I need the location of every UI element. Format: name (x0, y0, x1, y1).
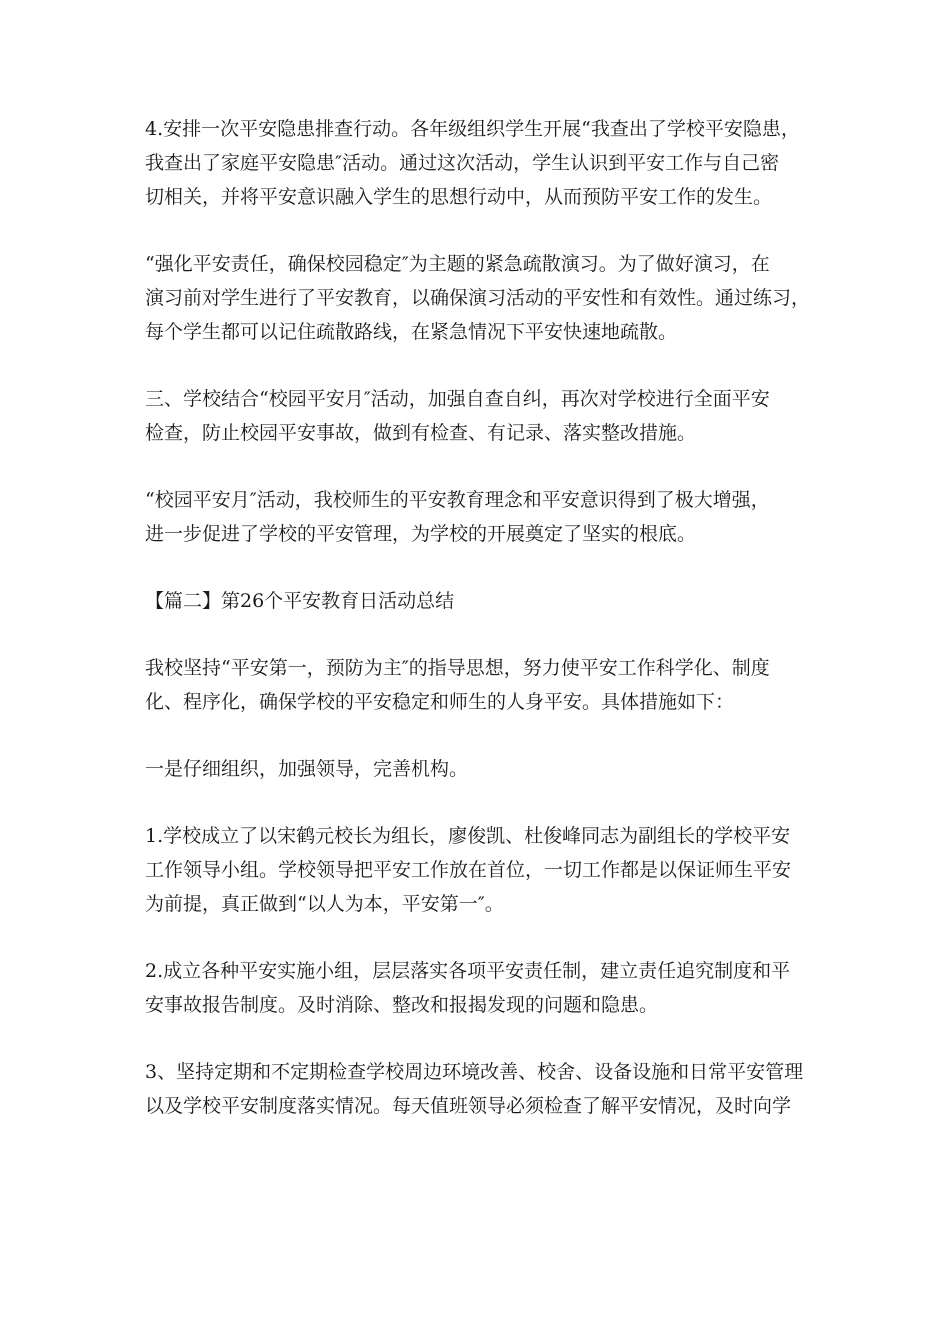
text-line: 进一步促进了学校的平安管理，为学校的开展奠定了坚实的根底。 (145, 523, 697, 545)
text-line: 每个学生都可以记住疏散路线，在紧急情况下平安快速地疏散。 (145, 321, 678, 343)
text-line: 为前提，真正做到“以人为本，平安第一″。 (145, 893, 504, 915)
paragraph-organization (145, 752, 815, 786)
section-title: 【篇二】第26个平安教育日活动总结 (145, 590, 455, 612)
paragraph-responsibility-system (145, 954, 815, 1022)
text-line: 以及学校平安制度落实情况。每天值班领导必须检查了解平安情况，及时向学 (145, 1095, 792, 1117)
text-line: 工作领导小组。学校领导把平安工作放在首位，一切工作都是以保证师生平安 (145, 859, 792, 881)
text-line: 4.安排一次平安隐患排查行动。各年级组织学生开展“我查出了学校平安隐患， (145, 118, 800, 140)
paragraph-leadership-group (145, 819, 815, 921)
paragraph-guiding-principle (145, 651, 815, 719)
text-line: 化、程序化，确保学校的平安稳定和师生的人身平安。具体措施如下： (145, 691, 735, 713)
paragraph-hazard-inspection (145, 112, 815, 214)
paragraph-regular-inspection (145, 1055, 815, 1123)
text-line: “强化平安责任，确保校园稳定″为主题的紧急疏散演习。为了做好演习，在 (145, 253, 770, 275)
text-line: 演习前对学生进行了平安教育，以确保演习活动的平安性和有效性。通过练习， (145, 287, 811, 309)
text-line: “校园平安月″活动，我校师生的平安教育理念和平安意识得到了极大增强， (145, 489, 770, 511)
text-line: 一是仔细组织，加强领导，完善机构。 (145, 758, 469, 780)
section-heading (145, 584, 815, 618)
text-line: 1.学校成立了以宋鹤元校长为组长，廖俊凯、杜俊峰同志为副组长的学校平安 (145, 825, 791, 847)
text-line: 检查，防止校园平安事故，做到有检查、有记录、落实整改措施。 (145, 422, 697, 444)
text-line: 2.成立各种平安实施小组，层层落实各项平安责任制，建立责任追究制度和平 (145, 960, 791, 982)
document-body (145, 112, 815, 1156)
paragraph-safety-month-result (145, 483, 815, 551)
text-line: 3、坚持定期和不定期检查学校周边环境改善、校舍、设备设施和日常平安管理 (145, 1061, 804, 1083)
text-line: 我校坚持“平安第一，预防为主″的指导思想，努力使平安工作科学化、制度 (145, 657, 770, 679)
text-line: 我查出了家庭平安隐患″活动。通过这次活动，学生认识到平安工作与自己密 (145, 152, 780, 174)
paragraph-safety-month-check (145, 382, 815, 450)
text-line: 切相关，并将平安意识融入学生的思想行动中，从而预防平安工作的发生。 (145, 186, 773, 208)
text-line: 三、学校结合“校园平安月″活动，加强自查自纠，再次对学校进行全面平安 (145, 388, 770, 410)
paragraph-evacuation-drill (145, 247, 815, 349)
text-line: 安事故报告制度。及时消除、整改和报揭发现的问题和隐患。 (145, 994, 659, 1016)
